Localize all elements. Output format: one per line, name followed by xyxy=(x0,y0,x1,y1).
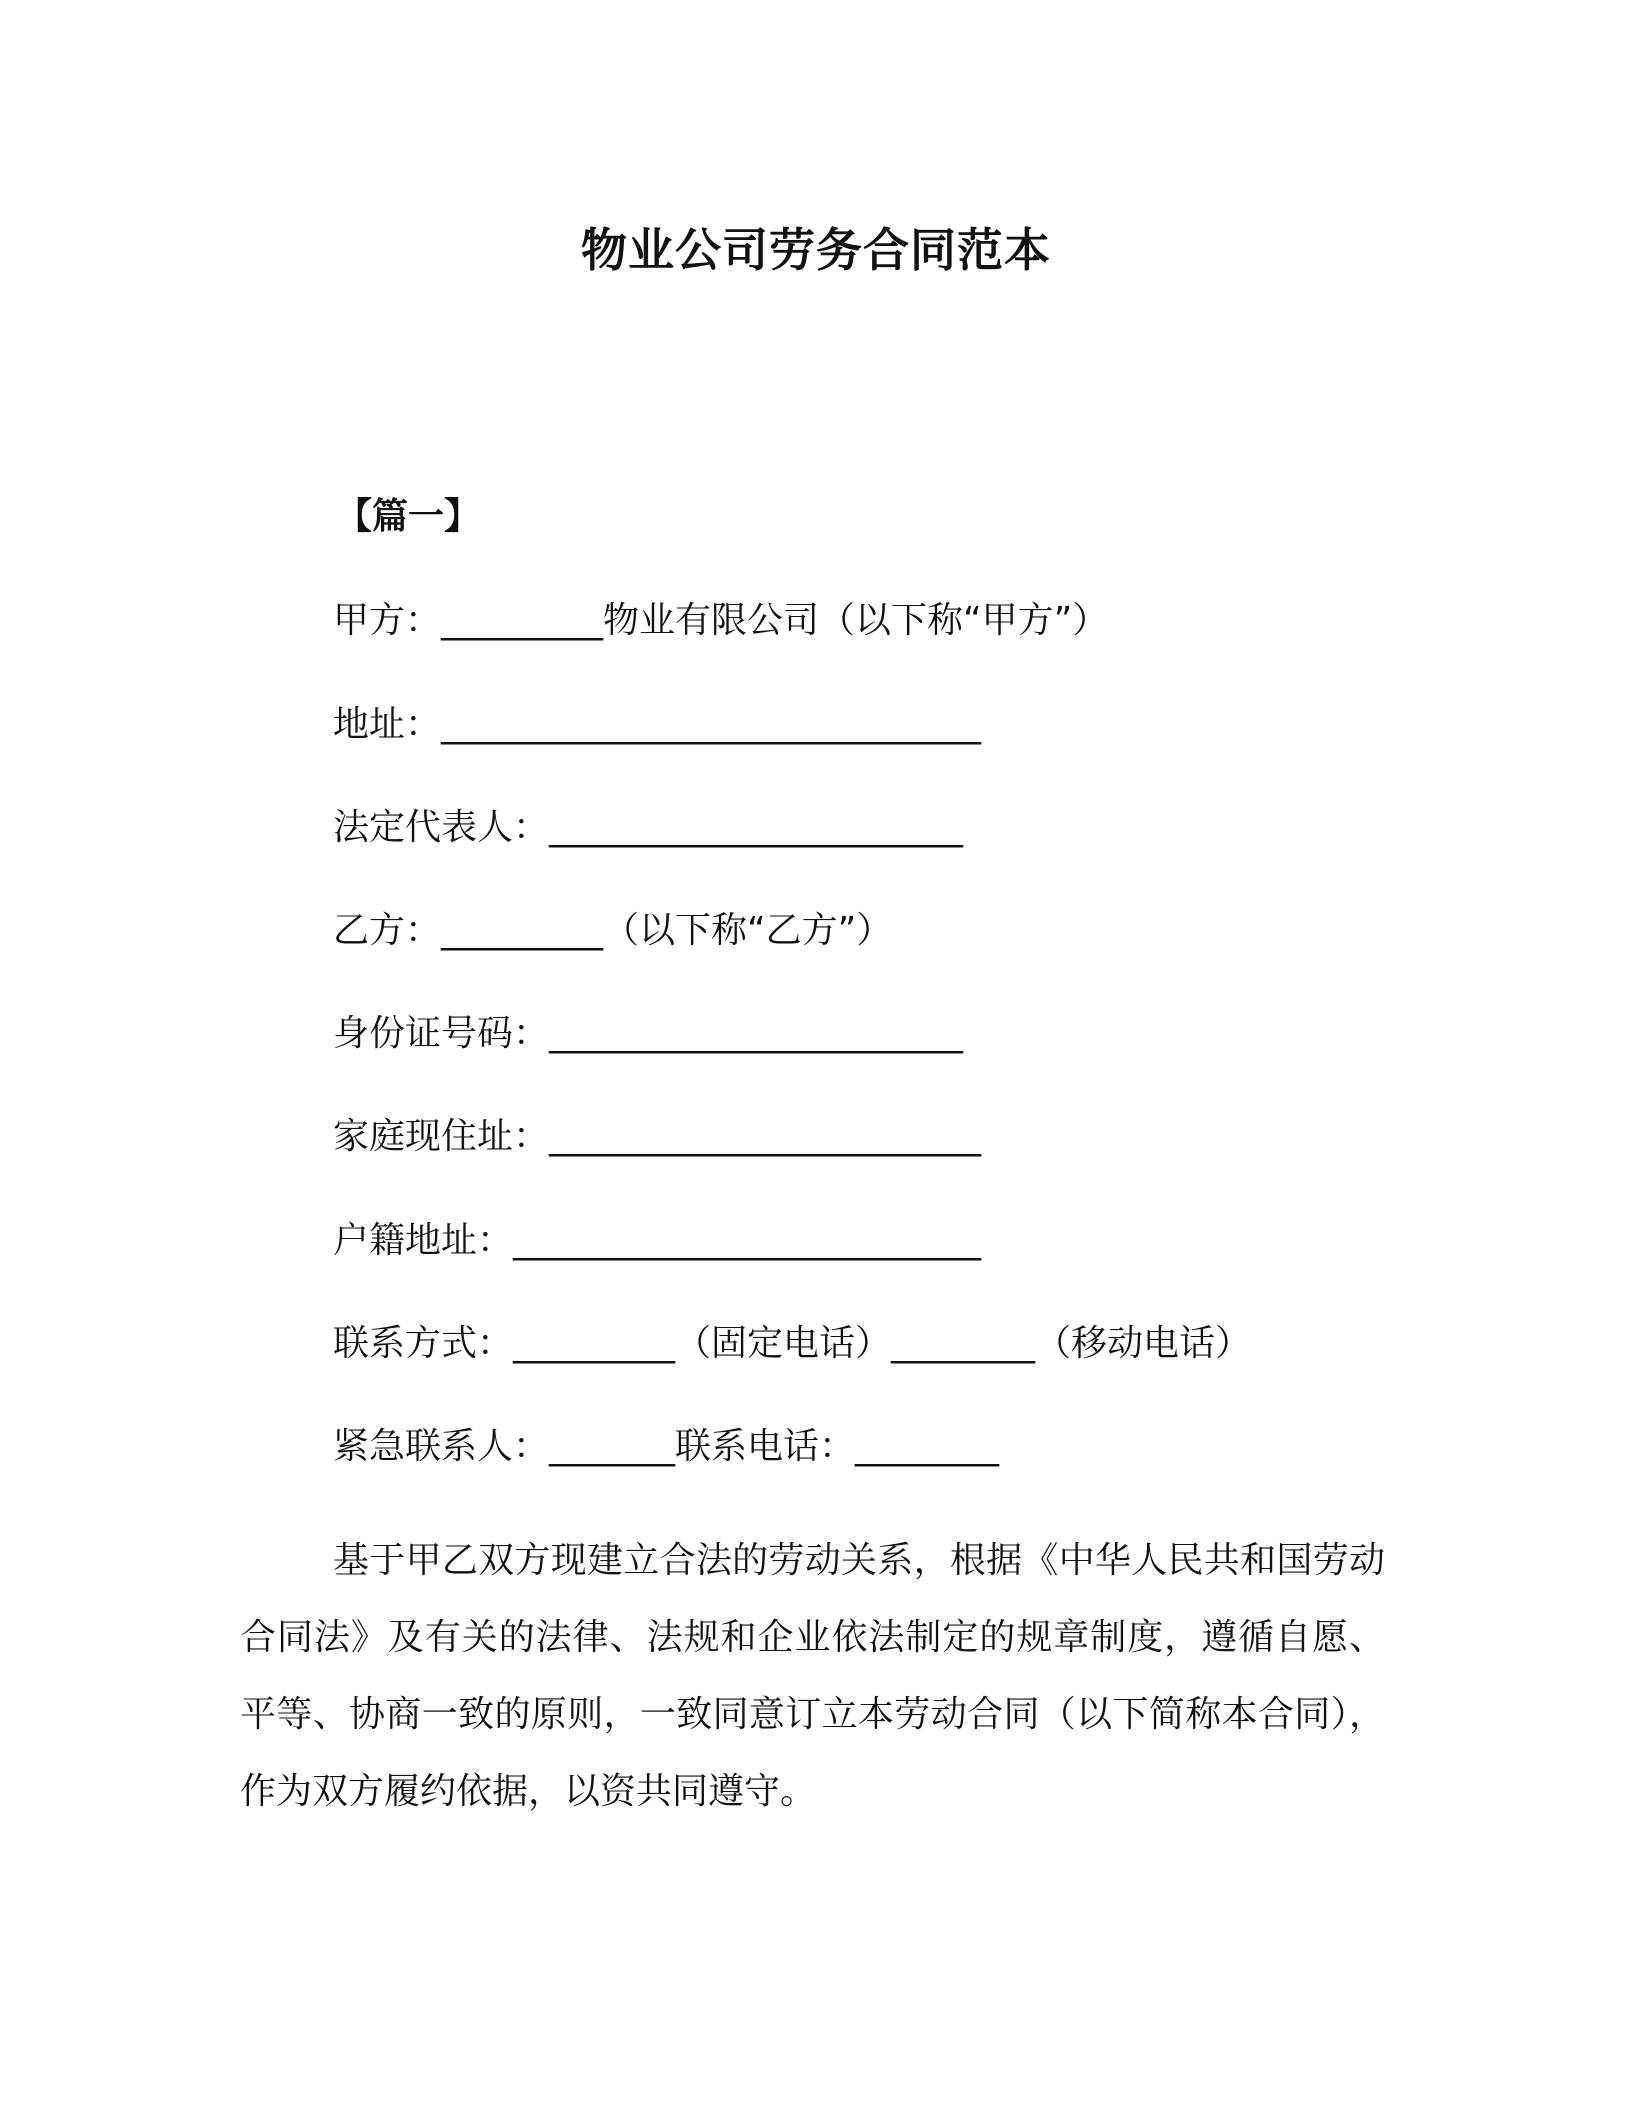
emergency-contact-field: 紧急联系人：_______联系电话：________ xyxy=(333,1426,1000,1467)
party-a-field: 甲方：_________物业有限公司（以下称“甲方”） xyxy=(333,600,1109,641)
contract-basis-paragraph: 基于甲乙双方现建立合法的劳动关系，根据《中华人民共和国劳动合同法》及有关的法律、法规和企业依法制定的规章制度，遵循自愿、平等、协商一致的原则，一致同意订立本劳动合同（以下简称本合同），作为双方履约依据，以资共同遵守。 xyxy=(240,1540,1385,1812)
section-label: 【篇一】 xyxy=(336,496,481,537)
address-field: 地址：______________________________ xyxy=(333,704,982,745)
document-title: 物业公司劳务合同范本 xyxy=(581,223,1051,277)
contact-field: 联系方式：_________（固定电话）________（移动电话） xyxy=(333,1323,1252,1364)
party-b-field: 乙方：_________（以下称“乙方”） xyxy=(333,910,893,951)
home-address-field: 家庭现住址：________________________ xyxy=(333,1116,982,1157)
legal-representative-field: 法定代表人：_______________________ xyxy=(333,807,964,848)
household-address-field: 户籍地址：__________________________ xyxy=(333,1220,982,1261)
id-number-field: 身份证号码：_______________________ xyxy=(333,1013,964,1054)
